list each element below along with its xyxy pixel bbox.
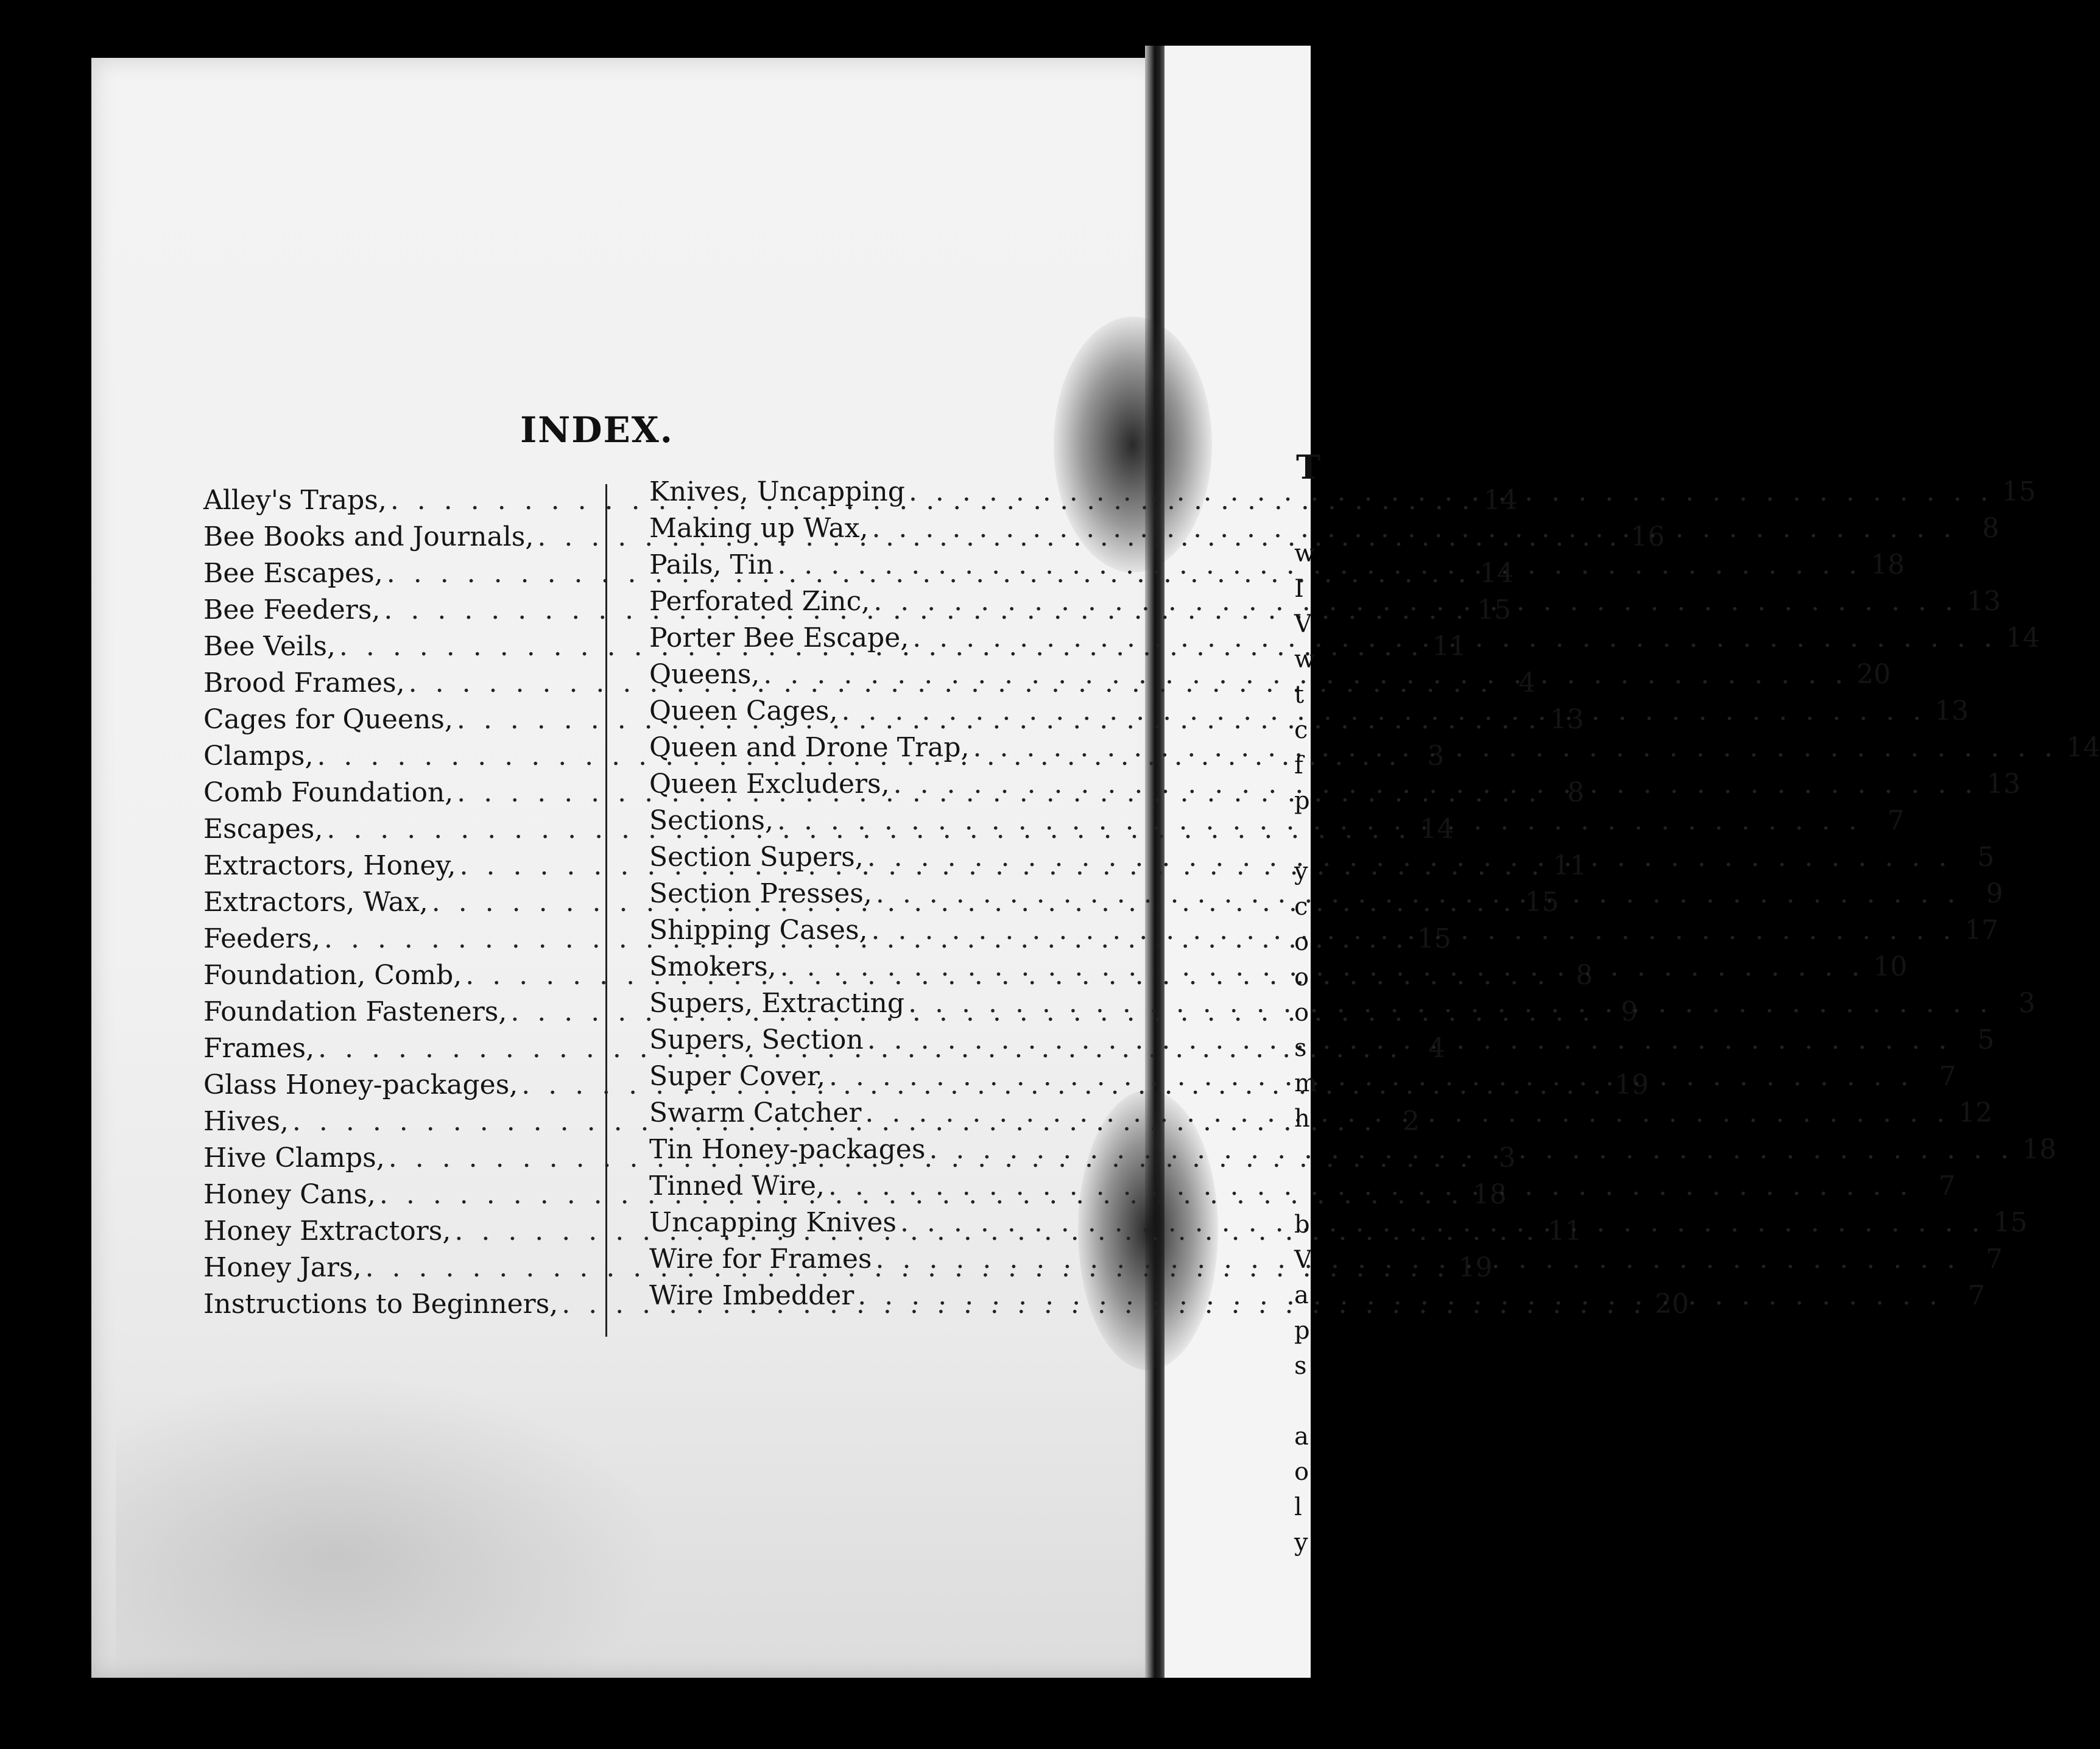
index-entry-name: Honey Jars,	[203, 1252, 362, 1283]
column-divider	[605, 484, 607, 1337]
index-entry-leader	[868, 912, 1960, 949]
index-entry-name: Honey Extractors,	[203, 1216, 451, 1247]
index-entry-page: 7	[1887, 805, 1904, 836]
index-entry-name: Supers, Extracting	[649, 988, 905, 1019]
facing-page-letter: V	[1294, 610, 1312, 638]
index-entry-name: Bee Escapes,	[203, 558, 383, 589]
facing-page-letter: o	[1294, 963, 1309, 991]
index-entry-leader	[872, 1241, 1964, 1278]
index-entry-name: Honey Cans,	[203, 1179, 376, 1210]
index-entry-name: Sections,	[649, 805, 773, 836]
index-entry-name: Bee Books and Journals,	[203, 521, 534, 552]
facing-page-letter	[1294, 818, 1311, 854]
index-entry	[649, 985, 2035, 1022]
index-entry-page: 15	[1524, 887, 1559, 918]
index-entry-name: Feeders,	[203, 923, 321, 954]
index-entry-name: Shipping Cases,	[649, 915, 868, 946]
index-entry-page: 9	[1985, 878, 2003, 909]
index-entry-page: 19	[1615, 1069, 1649, 1100]
index-entry-page: 14	[1420, 814, 1454, 845]
index-entry-page: 14	[2066, 732, 2100, 763]
facing-page-letter: f	[1294, 751, 1303, 779]
index-entry-name: Comb Foundation,	[203, 777, 454, 808]
index-entry-leader	[897, 1205, 1989, 1241]
index-entry-name: Extractors, Wax,	[203, 887, 428, 918]
index-entry-page: 7	[1939, 1061, 1956, 1092]
index-entry	[649, 1022, 1995, 1058]
index-entry-name: Smokers,	[649, 951, 777, 982]
index-title: INDEX.	[520, 409, 674, 451]
facing-page-letter: p	[1294, 1317, 1310, 1345]
index-entry-name: Clamps,	[203, 741, 314, 772]
index-entry-page: 8	[1982, 513, 2000, 544]
index-entry-page: 3	[1498, 1142, 1516, 1174]
facing-page-letter: I	[1294, 575, 1304, 603]
index-entry-page: 18	[1870, 549, 1905, 580]
facing-page-letter: o	[1294, 1458, 1309, 1486]
index-entry-name: Perforated Zinc,	[649, 586, 870, 617]
index-entry-page: 14	[2006, 622, 2040, 653]
index-entry-leader	[870, 583, 1962, 620]
index-entry-name: Hive Clamps,	[203, 1142, 385, 1174]
facing-page-letter: m	[1294, 1069, 1317, 1097]
index-entry-leader	[909, 620, 2001, 656]
facing-page-letter: o	[1294, 999, 1309, 1027]
facing-page-edge-text	[1294, 536, 1317, 1560]
index-entry-name: Pails, Tin	[649, 549, 774, 580]
index-entry-name: Glass Honey-packages,	[203, 1069, 518, 1100]
facing-page-letter	[1294, 1172, 1311, 1207]
index-entry-page: 20	[1655, 1289, 1690, 1320]
facing-page-letter: a	[1294, 1281, 1309, 1309]
index-entry-name: Tin Honey-packages	[649, 1134, 926, 1165]
index-entry-leader	[825, 1168, 1917, 1205]
index-entry-page: 17	[1964, 915, 1999, 946]
index-entry-page: 13	[1934, 695, 1969, 727]
index-entry	[649, 693, 1969, 730]
index-entry-page: 9	[1621, 996, 1638, 1027]
index-entry	[649, 730, 2100, 766]
index-entry-name: Queen Excluders,	[649, 769, 890, 800]
index-entry-leader	[825, 1058, 1917, 1095]
index-entry-page: 11	[1432, 631, 1467, 662]
facing-page-letter: s	[1294, 1034, 1307, 1062]
index-entry-name: Frames,	[203, 1033, 315, 1064]
index-entry-name: Extractors, Honey,	[203, 850, 456, 881]
facing-page-letter: c	[1294, 716, 1308, 744]
index-entry-name: Knives, Uncapping	[649, 476, 905, 507]
index-entry-page: 13	[1986, 769, 2021, 800]
facing-page-letter	[1294, 1384, 1311, 1419]
facing-page-letter: a	[1294, 1423, 1309, 1451]
facing-page-letter: s	[1294, 1352, 1307, 1380]
index-entry-page: 3	[2018, 988, 2035, 1019]
facing-page-letter: o	[1294, 928, 1309, 956]
index-entry-name: Queen Cages,	[649, 695, 838, 727]
index-entry-name: Instructions to Beginners,	[203, 1289, 558, 1320]
index-entry-page: 8	[1567, 777, 1585, 808]
facing-page-letter: b	[1294, 1211, 1310, 1239]
index-entry-leader	[773, 547, 1866, 583]
index-entry-name: Supers, Section	[649, 1024, 864, 1055]
index-entry-leader	[861, 1095, 1953, 1131]
index-entry-name: Super Cover,	[649, 1061, 825, 1092]
index-entry-name: Brood Frames,	[203, 667, 405, 699]
index-entry-leader	[864, 1022, 1956, 1058]
index-entry-page: 13	[1967, 586, 2001, 617]
index-entry-page: 3	[1427, 741, 1445, 772]
facing-page-letter: c	[1294, 893, 1308, 921]
index-entry-leader	[773, 803, 1866, 839]
index-entry-name: Making up Wax,	[649, 513, 869, 544]
index-entry-name: Section Supers,	[649, 842, 864, 873]
index-entry-page: 14	[1479, 558, 1514, 589]
index-entry-page: 4	[1428, 1033, 1446, 1064]
index-entry-leader	[905, 474, 1997, 510]
index-entry-name: Escapes,	[203, 814, 323, 845]
facing-page-heading-letter: T	[1296, 448, 1321, 487]
index-entry-page: 15	[1417, 923, 1451, 954]
index-entry-name: Alley's Traps,	[203, 485, 387, 516]
index-entry-leader	[868, 510, 1960, 547]
index-entry-name: Queen and Drone Trap,	[649, 732, 970, 763]
index-entry-name: Queens,	[649, 659, 760, 690]
index-entry-name: Hives,	[203, 1106, 289, 1137]
index-entry-page: 2	[1402, 1106, 1420, 1137]
index-entry-page: 5	[1977, 842, 1995, 873]
index-entry-leader	[925, 1131, 2017, 1168]
index-entry	[649, 766, 2021, 803]
index-entry-page: 10	[1873, 951, 1908, 982]
facing-page-letter: w	[1294, 540, 1316, 568]
index-entry-leader	[904, 985, 1996, 1022]
index-entry-page: 18	[1472, 1179, 1507, 1210]
index-entry-name: Wire Imbedder	[649, 1280, 854, 1311]
index-entry-name: Uncapping Knives	[649, 1207, 897, 1238]
facing-page-letter: p	[1294, 787, 1310, 815]
index-entry-page: 15	[1993, 1207, 2028, 1238]
index-entry-page: 7	[1985, 1244, 2003, 1275]
index-entry-leader	[864, 839, 1956, 876]
index-entry-name: Bee Veils,	[203, 631, 336, 662]
index-entry-page: 20	[1856, 659, 1891, 690]
facing-page-letter	[1294, 1136, 1311, 1172]
index-entry-page: 19	[1458, 1252, 1493, 1283]
index-entry-name: Cages for Queens,	[203, 704, 453, 735]
index-entry-page: 11	[1548, 1216, 1582, 1247]
facing-page-letter: l	[1294, 1493, 1302, 1521]
index-entry-leader	[854, 1278, 1946, 1314]
facing-page-letter: y	[1294, 1529, 1308, 1557]
index-entry-leader	[890, 766, 1982, 803]
index-entry-name: Swarm Catcher	[649, 1097, 862, 1128]
index-entry-page: 7	[1938, 1170, 1956, 1202]
facing-page-letter: y	[1294, 857, 1308, 885]
index-entry-name: Porter Bee Escape,	[649, 622, 909, 653]
facing-page-letter: h	[1294, 1105, 1310, 1133]
index-entry-name: Section Presses,	[649, 878, 872, 909]
index-entry	[649, 1131, 2057, 1168]
index-entry-page: 7	[1968, 1280, 1985, 1311]
index-entry-page: 16	[1630, 521, 1665, 552]
facing-page-letter: t	[1294, 681, 1305, 709]
index-entry-name: Tinned Wire,	[649, 1170, 825, 1202]
index-entry-page: 12	[1958, 1097, 1993, 1128]
index-entry-page: 4	[1518, 667, 1536, 699]
index-entry	[649, 1095, 1993, 1131]
index-entry-page: 13	[1549, 704, 1584, 735]
index-entry-leader	[969, 730, 2061, 766]
index-entry-page: 5	[1977, 1024, 1995, 1055]
facing-page-letter: w	[1294, 646, 1316, 674]
index-entry-leader	[777, 949, 1869, 985]
index-entry-page: 8	[1576, 960, 1593, 991]
index-entry-page: 18	[2022, 1134, 2057, 1165]
index-entry	[649, 949, 1908, 985]
facing-page-letter: V	[1294, 1246, 1312, 1274]
index-entry-page: 14	[1483, 485, 1518, 516]
index-entry-leader	[837, 693, 1929, 730]
index-entry-leader	[872, 876, 1964, 912]
index-entry-page: 11	[1552, 850, 1587, 881]
index-entry-name: Bee Feeders,	[203, 594, 381, 625]
index-entry	[649, 656, 1891, 693]
index-entry-page: 15	[1477, 594, 1512, 625]
index-entry-page: 15	[2001, 476, 2036, 507]
index-entry-name: Wire for Frames	[649, 1244, 872, 1275]
index-entry-name: Foundation Fasteners,	[203, 996, 507, 1027]
index-entry-name: Foundation, Comb,	[203, 960, 462, 991]
